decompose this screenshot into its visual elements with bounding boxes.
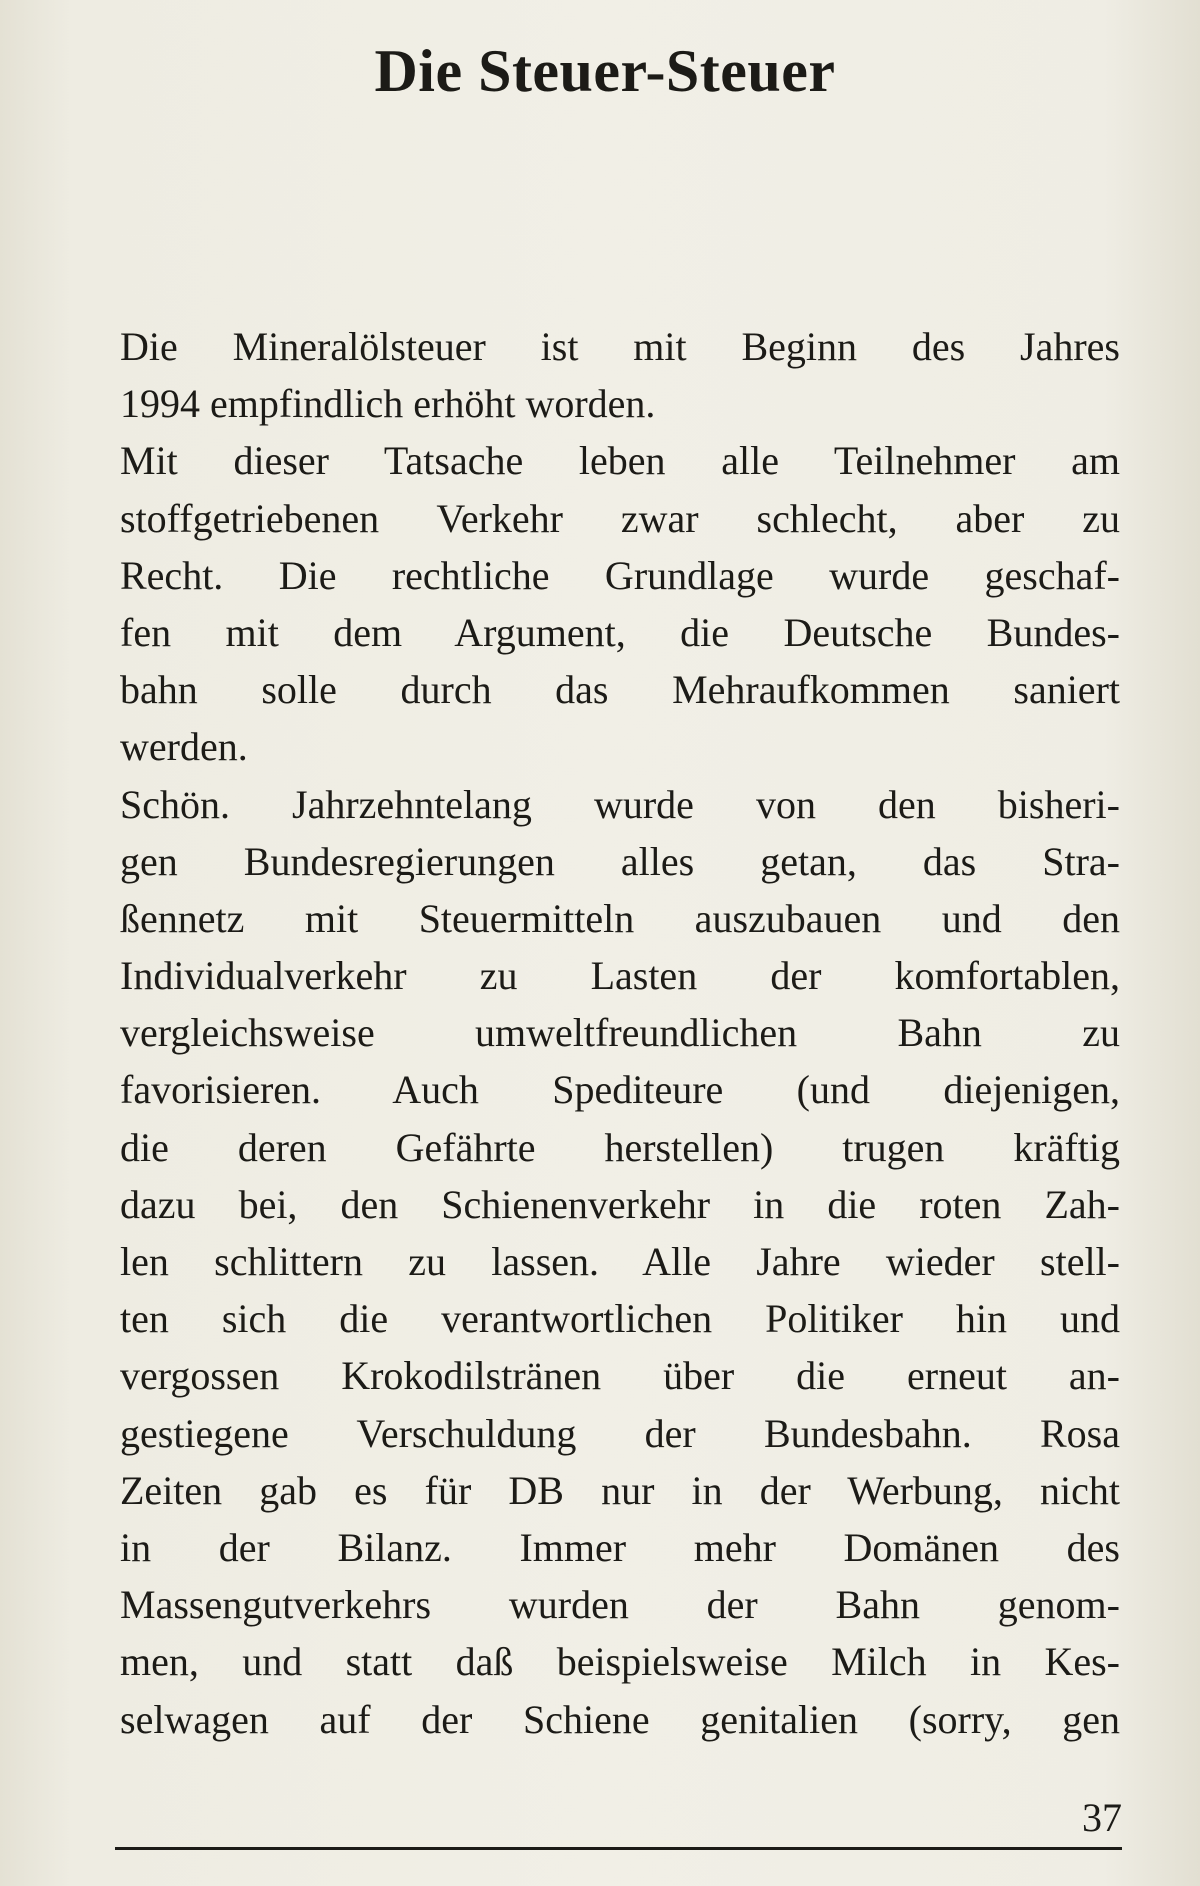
text-line: selwagen auf der Schiene genitalien (sorry, gen: [120, 1696, 1120, 1742]
text-line: Individualverkehr zu Lasten der komfortablen,: [120, 953, 1120, 999]
text-line: Zeiten gab es für DB nur in der Werbung, nicht: [120, 1467, 1120, 1513]
text-line: Mit dieser Tatsache leben alle Teilnehmer am: [120, 438, 1120, 484]
text-line: 1994 empfindlich erhöht worden.: [120, 381, 656, 427]
body-text: [120, 318, 1120, 1748]
text-line: vergossen Krokodilstränen über die erneut an-: [120, 1353, 1120, 1399]
text-line: stoffgetriebenen Verkehr zwar schlecht, aber zu: [120, 495, 1120, 541]
text-line: dazu bei, den Schienenverkehr in die roten Zah-: [120, 1181, 1120, 1227]
text-line: Massengutverkehrs wurden der Bahn genom-: [120, 1582, 1120, 1628]
text-line: len schlittern zu lassen. Alle Jahre wieder stell-: [120, 1239, 1120, 1284]
text-line: die deren Gefährte herstellen) trugen kräftig: [120, 1124, 1120, 1170]
footer-rule: [115, 1847, 1122, 1850]
page-number: 37: [1082, 1795, 1122, 1840]
text-line: favorisieren. Auch Spediteure (und diejenigen,: [120, 1067, 1120, 1113]
text-line: fen mit dem Argument, die Deutsche Bundes-: [120, 609, 1120, 655]
text-line: ten sich die verantwortlichen Politiker hin und: [120, 1296, 1120, 1342]
text-line: gestiegene Verschuldung der Bundesbahn. Rosa: [120, 1410, 1120, 1456]
chapter-title: Die Steuer-Steuer: [374, 38, 836, 104]
text-line: men, und statt daß beispielsweise Milch in Kes-: [120, 1639, 1120, 1685]
text-line: Die Mineralölsteuer ist mit Beginn des Jahres: [120, 324, 1120, 369]
text-line: Schön. Jahrzehntelang wurde von den bisheri-: [120, 781, 1120, 827]
text-line: Recht. Die rechtliche Grundlage wurde geschaf-: [120, 552, 1120, 598]
text-line: gen Bundesregierungen alles getan, das Stra-: [120, 838, 1120, 884]
text-line: ßennetz mit Steuermitteln auszubauen und den: [120, 895, 1120, 941]
text-line: bahn solle durch das Mehraufkommen saniert: [120, 667, 1120, 713]
text-line: vergleichsweise umweltfreundlichen Bahn zu: [120, 1010, 1120, 1056]
text-line: in der Bilanz. Immer mehr Domänen des: [120, 1524, 1120, 1570]
text-line: werden.: [120, 724, 248, 770]
